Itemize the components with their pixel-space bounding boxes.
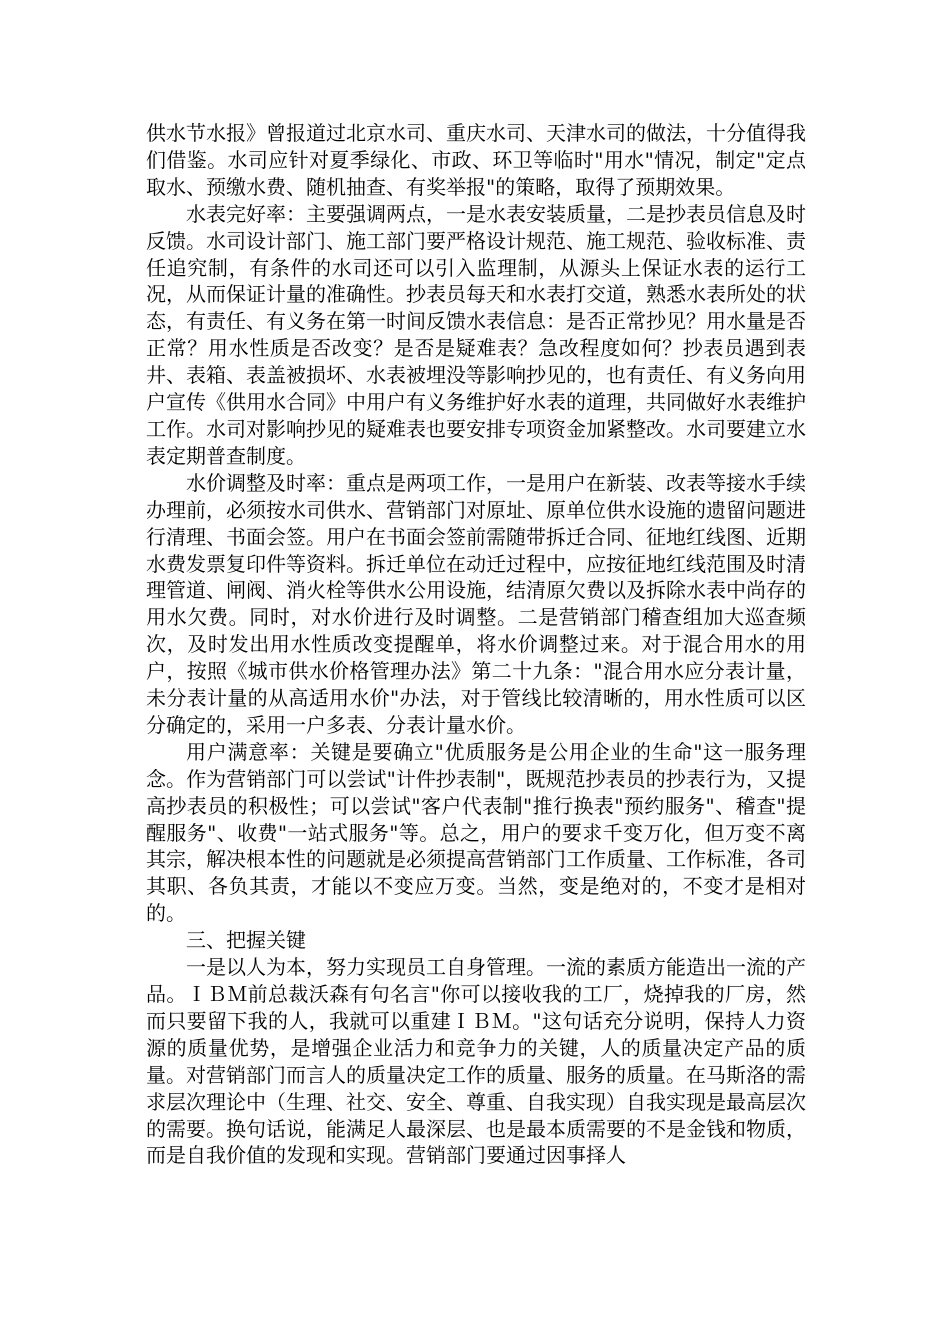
document-page [146, 120, 806, 1169]
paragraph-people-oriented: 一是以人为本，努力实现员工自身管理。一流的素质方能造出一流的产品。ＩＢＭ前总裁沃森有句名言"你可以接收我的工厂，烧掉我的厂房，然而只要留下我的人，我就可以重建ＩＢＭ。"这句话充分说明，保持人力资源的质量优势，是增强企业活力和竞争力的关键，人的质量决定产品的质量。对营销部门而言人的质量决定工作的质量、服务的质量。在马斯洛的需求层次理论中（生理、社交、安全、尊重、自我实现）自我实现是最高层次的需要。换句话说，能满足人最深层、也是最本质需要的不是金钱和物质，而是自我价值的发现和实现。营销部门要通过因事择人 [146, 955, 806, 1168]
section-heading-grasp-key: 三、把握关键 [186, 928, 306, 953]
paragraph-customer-satisfaction-rate: 用户满意率：关键是要确立"优质服务是公用企业的生命"这一服务理念。作为营销部门可以尝试"计件抄表制"，既规范抄表员的抄表行为，又提高抄表员的积极性；可以尝试"客户代表制"推行换表"预约服务"、稽查"提醒服务"、收费"一站式服务"等。总之，用户的要求千变万化，但万变不离其宗，解决根本性的问题就是必须提高营销部门工作质量、工作标准，各司其职、各负其责，才能以不变应万变。当然，变是绝对的，不变才是相对的。 [146, 739, 806, 926]
paragraph-price-adjustment-rate: 水价调整及时率：重点是两项工作，一是用户在新装、改表等接水手续办理前，必须按水司供水、营销部门对原址、原单位供水设施的遗留问题进行清理、书面会签。用户在书面会签前需随带拆迁合同、征地红线图、近期水费发票复印件等资料。拆迁单位在动迁过程中，应按征地红线范围及时清理管道、闸阀、消火栓等供水公用设施，结清原欠费以及拆除水表中尚存的用水欠费。同时，对水价进行及时调整。二是营销部门稽查组加大巡查频次，及时发出用水性质改变提醒单，将水价调整过来。对于混合用水的用户，按照《城市供水价格管理办法》第二十九条："混合用水应分表计量，未分表计量的从高适用水价"办法，对于管线比较清晰的，用水性质可以区分确定的，采用一户多表、分表计量水价。 [146, 470, 806, 737]
paragraph-meter-integrity-rate: 水表完好率：主要强调两点，一是水表安装质量，二是抄表员信息及时反馈。水司设计部门、施工部门要严格设计规范、施工规范、验收标准、责任追究制，有条件的水司还可以引入监理制，从源头上保证水表的运行工况，从而保证计量的准确性。抄表员每天和水表打交道，熟悉水表所处的状态，有责任、有义务在第一时间反馈水表信息：是否正常抄见？用水量是否正常？用水性质是否改变？是否是疑难表？急改程度如何？抄表员遇到表井、表箱、表盖被损坏、水表被埋没等影响抄见的，也有责任、有义务向用户宣传《供用水合同》中用户有义务维护好水表的道理，共同做好水表维护工作。水司对影响抄见的疑难表也要安排专项资金加紧整改。水司要建立水表定期普查制度。 [146, 201, 806, 468]
paragraph-water-supply-report: 供水节水报》曾报道过北京水司、重庆水司、天津水司的做法，十分值得我们借鉴。水司应针对夏季绿化、市政、环卫等临时"用水"情况，制定"定点取水、预缴水费、随机抽查、有奖举报"的策略，取得了预期效果。 [146, 121, 806, 199]
